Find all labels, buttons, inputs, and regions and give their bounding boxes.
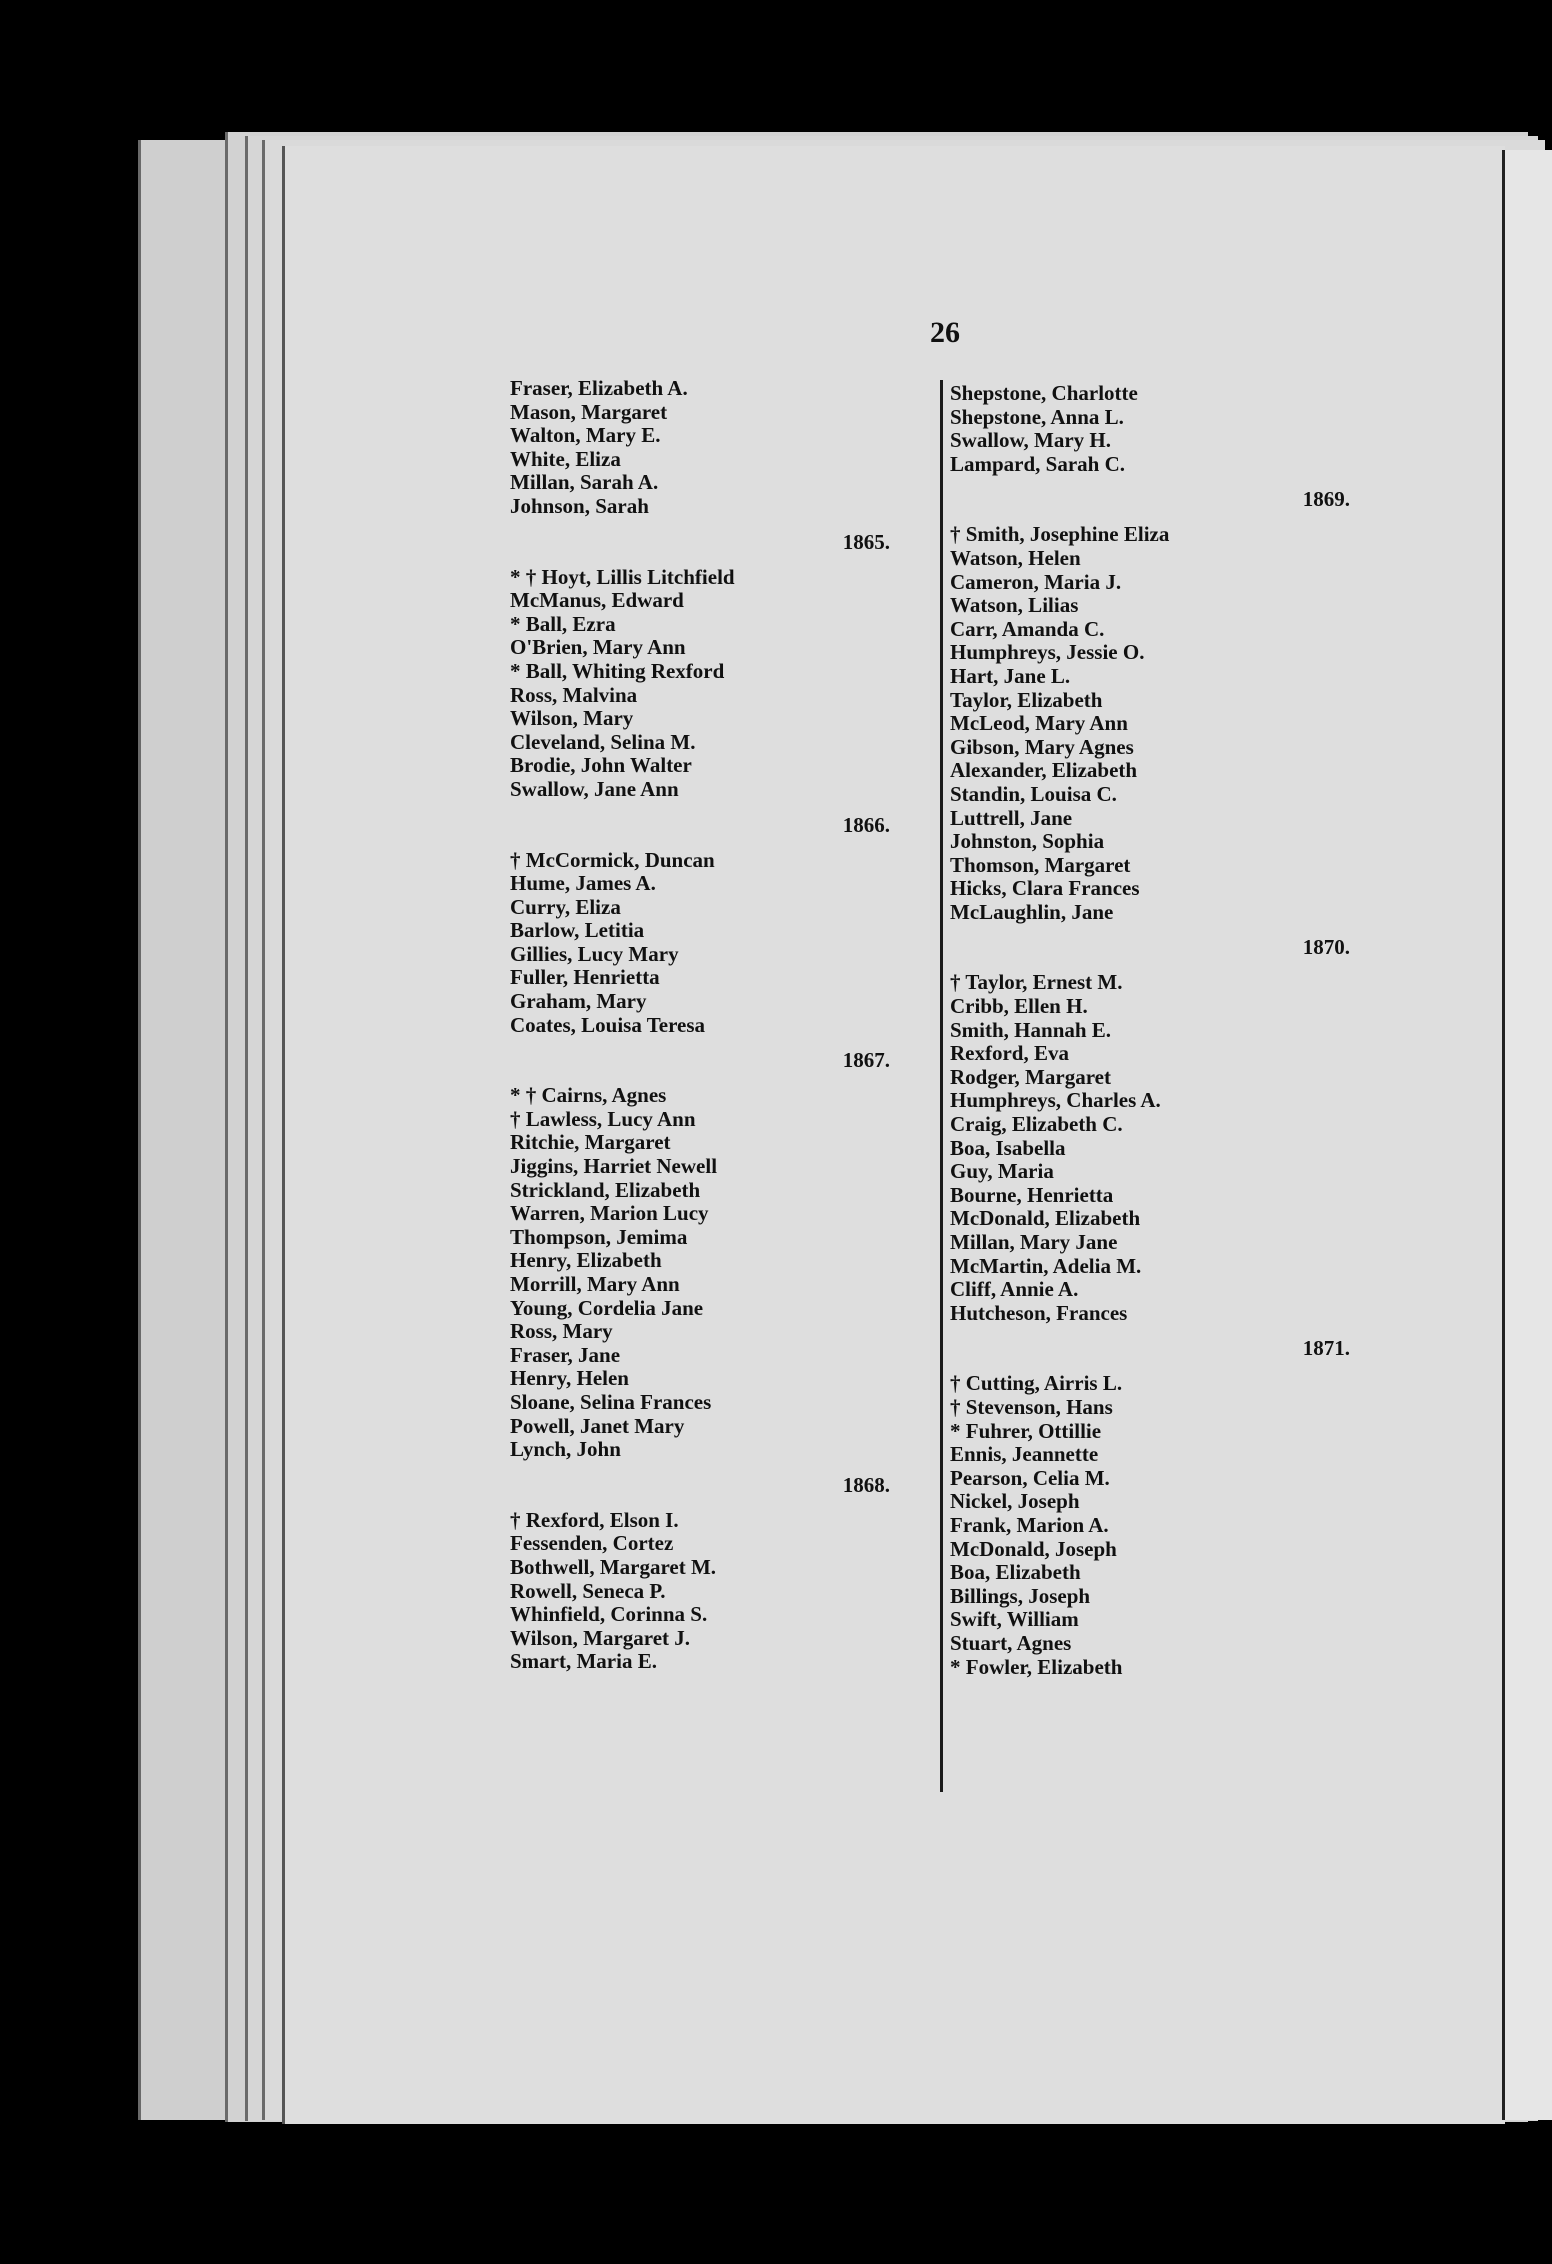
name-entry: † Cutting, Airris L. bbox=[950, 1371, 1123, 1396]
name-entry: Hutcheson, Frances bbox=[950, 1300, 1128, 1325]
name-entry: Ritchie, Margaret bbox=[510, 1130, 671, 1155]
name-entry: Fraser, Jane bbox=[510, 1342, 621, 1367]
name-entry: Johnston, Sophia bbox=[950, 829, 1105, 854]
name-entry: Curry, Eliza bbox=[510, 894, 621, 919]
name-entry: Gillies, Lucy Mary bbox=[510, 941, 679, 966]
name-entry: Cliff, Annie A. bbox=[950, 1277, 1079, 1302]
name-entry: Cleveland, Selina M. bbox=[510, 729, 696, 754]
column-divider bbox=[940, 380, 943, 1792]
name-entry: Thompson, Jemima bbox=[510, 1224, 688, 1249]
name-entry: * † Cairns, Agnes bbox=[510, 1083, 667, 1108]
name-entry: Carr, Amanda C. bbox=[950, 616, 1105, 641]
name-entry: O'Brien, Mary Ann bbox=[510, 635, 686, 660]
name-entry: Luttrell, Jane bbox=[950, 805, 1073, 830]
name-entry: * Ball, Ezra bbox=[510, 611, 616, 636]
year-heading: 1871. bbox=[1302, 1336, 1350, 1361]
name-entry: Hart, Jane L. bbox=[950, 663, 1071, 688]
name-entry: Nickel, Joseph bbox=[950, 1489, 1080, 1514]
name-entry: Morrill, Mary Ann bbox=[510, 1272, 680, 1296]
name-entry: Cameron, Maria J. bbox=[950, 569, 1122, 594]
name-entry: † Smith, Josephine Eliza bbox=[950, 522, 1170, 547]
facing-page-edge bbox=[1502, 150, 1552, 2120]
name-entry: † Rexford, Elson I. bbox=[510, 1507, 679, 1532]
name-entry: Ross, Malvina bbox=[510, 682, 638, 707]
name-entry: Lampard, Sarah C. bbox=[950, 451, 1126, 476]
name-entry: Bourne, Henrietta bbox=[950, 1182, 1114, 1207]
name-entry: Swallow, Jane Ann bbox=[510, 776, 679, 801]
left-column bbox=[510, 377, 930, 1674]
name-entry: Guy, Maria bbox=[950, 1159, 1054, 1184]
name-entry: Henry, Helen bbox=[510, 1366, 629, 1391]
name-entry: Cribb, Ellen H. bbox=[950, 994, 1088, 1019]
name-entry: † Lawless, Lucy Ann bbox=[510, 1106, 696, 1131]
name-entry: Millan, Mary Jane bbox=[950, 1230, 1118, 1254]
year-heading: 1868. bbox=[842, 1472, 890, 1497]
name-entry: Humphreys, Jessie O. bbox=[950, 640, 1145, 665]
name-entry: Coates, Louisa Teresa bbox=[510, 1012, 706, 1037]
name-entry: McLeod, Mary Ann bbox=[950, 711, 1128, 736]
name-entry: * Ball, Whiting Rexford bbox=[510, 658, 725, 683]
name-entry: McDonald, Elizabeth bbox=[950, 1206, 1141, 1231]
name-entry: Rodger, Margaret bbox=[950, 1064, 1111, 1089]
name-entry: Rowell, Seneca P. bbox=[510, 1578, 666, 1603]
name-entry: Mason, Margaret bbox=[510, 399, 668, 424]
name-entry: McDonald, Joseph bbox=[950, 1536, 1117, 1561]
name-entry: Watson, Lilias bbox=[950, 593, 1079, 618]
name-entry: Graham, Mary bbox=[510, 989, 647, 1014]
name-entry: † Taylor, Ernest M. bbox=[950, 970, 1123, 995]
name-entry: Henry, Elizabeth bbox=[510, 1248, 662, 1273]
name-entry: Frank, Marion A. bbox=[950, 1512, 1109, 1537]
name-entry: † McCormick, Duncan bbox=[510, 847, 715, 872]
name-entry: Pearson, Celia M. bbox=[950, 1465, 1110, 1490]
name-entry: Sloane, Selina Frances bbox=[510, 1389, 712, 1414]
name-entry: Wilson, Margaret J. bbox=[510, 1625, 691, 1650]
name-entry: Strickland, Elizabeth bbox=[510, 1177, 701, 1202]
name-entry: * Fuhrer, Ottillie bbox=[950, 1418, 1102, 1443]
name-entry: Billings, Joseph bbox=[950, 1583, 1091, 1608]
name-entry: Rexford, Eva bbox=[950, 1041, 1069, 1066]
name-entry: Fraser, Elizabeth A. bbox=[510, 376, 688, 400]
name-entry: Swallow, Mary H. bbox=[950, 428, 1111, 453]
name-entry: Bothwell, Margaret M. bbox=[510, 1554, 717, 1579]
name-entry: McLaughlin, Jane bbox=[950, 899, 1114, 924]
name-entry: Young, Cordelia Jane bbox=[510, 1295, 704, 1320]
name-entry: Ennis, Jeannette bbox=[950, 1442, 1099, 1467]
year-heading: 1869. bbox=[1302, 487, 1350, 512]
name-entry: Thomson, Margaret bbox=[950, 852, 1131, 877]
name-entry: McMartin, Adelia M. bbox=[950, 1253, 1142, 1278]
name-entry: Watson, Helen bbox=[950, 545, 1081, 570]
name-entry: Fuller, Henrietta bbox=[510, 965, 660, 990]
name-entry: Hume, James A. bbox=[510, 871, 656, 896]
name-entry: * † Hoyt, Lillis Litchfield bbox=[510, 564, 735, 589]
name-entry: Taylor, Elizabeth bbox=[950, 687, 1103, 712]
name-entry: Smart, Maria E. bbox=[510, 1649, 657, 1674]
name-entry: Johnson, Sarah bbox=[510, 493, 649, 518]
name-entry: Barlow, Letitia bbox=[510, 918, 645, 943]
name-entry: Boa, Elizabeth bbox=[950, 1560, 1081, 1585]
name-entry: Fessenden, Cortez bbox=[510, 1531, 674, 1556]
name-entry: Millan, Sarah A. bbox=[510, 470, 659, 495]
name-entry: Smith, Hannah E. bbox=[950, 1017, 1112, 1042]
right-column bbox=[950, 382, 1370, 1679]
year-heading: 1866. bbox=[842, 812, 890, 837]
year-heading: 1870. bbox=[1302, 935, 1350, 960]
name-entry: White, Eliza bbox=[510, 446, 621, 471]
name-entry: Lynch, John bbox=[510, 1437, 621, 1462]
name-entry: Swift, William bbox=[950, 1607, 1079, 1632]
name-entry: Hicks, Clara Frances bbox=[950, 876, 1140, 901]
name-entry: Standin, Louisa C. bbox=[950, 781, 1117, 806]
name-entry: Walton, Mary E. bbox=[510, 423, 661, 448]
name-entry: Boa, Isabella bbox=[950, 1135, 1066, 1160]
name-entry: Stuart, Agnes bbox=[950, 1630, 1072, 1655]
name-entry: Humphreys, Charles A. bbox=[950, 1088, 1161, 1113]
name-entry: Brodie, John Walter bbox=[510, 753, 692, 778]
page-number: 26 bbox=[930, 316, 960, 349]
name-entry: * Fowler, Elizabeth bbox=[950, 1654, 1123, 1679]
name-entry: Craig, Elizabeth C. bbox=[950, 1112, 1123, 1137]
name-entry: Ross, Mary bbox=[510, 1319, 613, 1344]
year-heading: 1867. bbox=[842, 1048, 890, 1073]
name-entry: Jiggins, Harriet Newell bbox=[510, 1154, 718, 1179]
name-entry: Powell, Janet Mary bbox=[510, 1413, 685, 1438]
name-entry: McManus, Edward bbox=[510, 588, 684, 613]
name-entry: Shepstone, Anna L. bbox=[950, 404, 1124, 429]
name-entry: Gibson, Mary Agnes bbox=[950, 734, 1134, 759]
name-entry: Whinfield, Corinna S. bbox=[510, 1602, 708, 1627]
name-entry: † Stevenson, Hans bbox=[950, 1394, 1113, 1419]
name-entry: Wilson, Mary bbox=[510, 706, 634, 731]
name-entry: Shepstone, Charlotte bbox=[950, 381, 1138, 405]
name-entry: Alexander, Elizabeth bbox=[950, 758, 1138, 783]
year-heading: 1865. bbox=[842, 529, 890, 554]
name-entry: Warren, Marion Lucy bbox=[510, 1201, 709, 1226]
